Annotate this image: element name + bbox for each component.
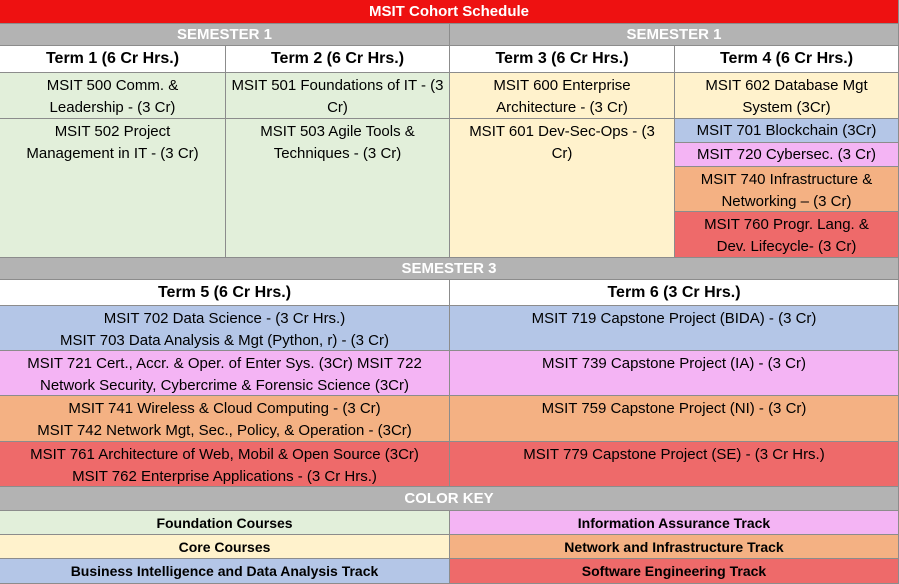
course-text: MSIT 719 Capstone Project (BIDA) - (3 Cr) [531, 310, 817, 327]
course-text: MSIT 760 Progr. Lang. & Dev. Lifecycle- (3 Cr) [704, 216, 869, 255]
color-key-network-infrastructure [450, 535, 899, 559]
semester-label: SEMESTER 1 [626, 25, 722, 43]
term-label: Term 5 (6 Cr Hrs.) [157, 283, 292, 301]
course-cell [450, 351, 899, 396]
color-key-business-intelligence [0, 559, 450, 584]
term-5-header [0, 280, 450, 306]
color-key-software-engineering [450, 559, 899, 584]
color-key-text: Network and Infrastructure Track [564, 538, 784, 555]
course-text: MSIT 500 Comm. & Leadership - (3 Cr) [46, 77, 179, 116]
course-cell [450, 306, 899, 351]
course-text: MSIT 600 Enterprise Architecture - (3 Cr) [493, 77, 631, 116]
course-cell [450, 396, 899, 442]
term-1-header [0, 46, 226, 73]
course-cell [226, 119, 450, 258]
color-key-label: COLOR KEY [404, 489, 494, 507]
course-text: MSIT 761 Architecture of Web, Mobil & Open Source (3Cr) [30, 446, 419, 463]
course-cell [0, 351, 450, 396]
course-cell [0, 396, 450, 442]
course-text: MSIT 602 Database Mgt System (3Cr) [705, 77, 868, 116]
course-text: MSIT 702 Data Science - (3 Cr Hrs.) [103, 310, 346, 327]
course-cell [0, 442, 450, 487]
color-key-text: Software Engineering Track [581, 563, 767, 579]
term-label: Term 4 (6 Cr Hrs.) [719, 50, 854, 67]
course-text: MSIT 701 Blockchain (3Cr) [696, 121, 877, 139]
course-text: MSIT 759 Capstone Project (NI) - (3 Cr) [541, 400, 807, 417]
course-text: MSIT 501 Foundations of IT - (3 Cr) [231, 77, 444, 116]
term-label: Term 6 (3 Cr Hrs.) [607, 283, 741, 301]
course-text: MSIT 739 Capstone Project (IA) - (3 Cr) [542, 355, 806, 372]
course-cell [450, 119, 675, 258]
course-text: MSIT 741 Wireless & Cloud Computing - (3 Cr) [68, 400, 381, 417]
term-label: Term 3 (6 Cr Hrs.) [495, 50, 629, 67]
color-key-header [0, 487, 899, 511]
course-text: MSIT 721 Cert., Accr. & Oper. of Enter Sys. (3Cr) MSIT 722 [27, 355, 422, 372]
course-text: MSIT 720 Cybersec. (3 Cr) [697, 145, 876, 163]
course-text: MSIT 502 Project Management in IT - (3 Cr) [26, 123, 199, 162]
term-label: Term 2 (6 Cr Hrs.) [270, 50, 405, 67]
course-cell [0, 119, 226, 258]
color-key-text: Core Courses [178, 538, 271, 555]
term-6-header [450, 280, 899, 306]
course-text: MSIT 601 Dev-Sec-Ops - (3 Cr) [469, 123, 655, 162]
semester-label: SEMESTER 1 [176, 25, 273, 43]
course-text: MSIT 742 Network Mgt, Sec., Policy, & Operation - (3Cr) [37, 422, 412, 439]
course-cell [450, 442, 899, 487]
semester-1-header-left [0, 24, 450, 46]
course-text: MSIT 503 Agile Tools & Techniques - (3 Cr) [260, 123, 415, 162]
course-cell [675, 143, 899, 167]
color-key-text: Foundation Courses [156, 514, 293, 531]
course-cell [0, 73, 226, 119]
course-text: MSIT 703 Data Analysis & Mgt (Python, r) - (3 Cr) [60, 332, 389, 349]
course-cell [450, 73, 675, 119]
course-cell [675, 212, 899, 258]
color-key-text: Business Intelligence and Data Analysis Track [70, 563, 379, 579]
color-key-foundation [0, 511, 450, 535]
course-text: MSIT 762 Enterprise Applications - (3 Cr Hrs.) [72, 468, 377, 485]
course-cell [675, 73, 899, 119]
course-cell [675, 119, 899, 143]
semester-1-header-right [450, 24, 899, 46]
course-cell [226, 73, 450, 119]
course-cell [0, 306, 450, 351]
color-key-core [0, 535, 450, 559]
course-cell [675, 167, 899, 212]
term-3-header [450, 46, 675, 73]
term-2-header [226, 46, 450, 73]
course-text: MSIT 740 Infrastructure & Networking – (3 Cr) [700, 171, 873, 210]
color-key-information-assurance [450, 511, 899, 535]
course-text: MSIT 779 Capstone Project (SE) - (3 Cr Hrs.) [523, 446, 825, 463]
term-label: Term 1 (6 Cr Hrs.) [45, 50, 180, 67]
term-4-header [675, 46, 899, 73]
course-text: Network Security, Cybercrime & Forensic Science (3Cr) [40, 377, 409, 394]
semester-label: SEMESTER 3 [401, 259, 497, 277]
color-key-text: Information Assurance Track [577, 514, 771, 531]
table-title-text: MSIT Cohort Schedule [368, 2, 529, 20]
semester-3-header [0, 258, 899, 280]
table-title [0, 0, 899, 24]
